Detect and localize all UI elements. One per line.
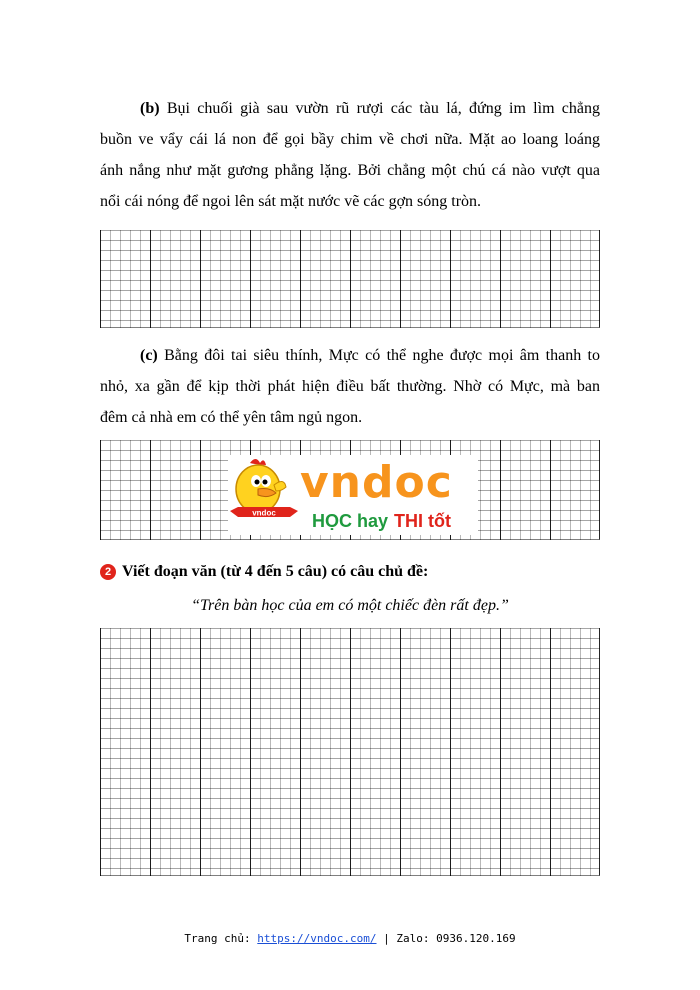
exercise-c-label: (c) — [140, 347, 158, 364]
page-footer — [0, 932, 700, 945]
exercise-b-line-2: buồn ve vẩy cái lá non để gọi bầy chim về chơi nữa. Mặt ao loang loáng — [100, 131, 600, 148]
writing-grid-b[interactable] — [100, 230, 600, 328]
logo-brand-text: vndoc — [300, 457, 453, 508]
vndoc-logo — [228, 455, 478, 535]
exercise-b-line-4: nổi cái nóng để ngoi lên sát mặt nước vẽ các gợn sóng tròn. — [100, 193, 482, 210]
exercise-c-line-1: (c) Bằng đôi tai siêu thính, Mực có thể nghe được mọi âm thanh to — [140, 347, 600, 364]
task-number-badge: 2 — [100, 564, 116, 580]
logo-tagline — [312, 511, 451, 531]
task-2-heading-text: Viết đoạn văn (từ 4 đến 5 câu) có câu chủ đề: — [122, 563, 429, 580]
logo-tagline-part-1: HỌC hay — [312, 511, 389, 531]
topic-sentence: “Trên bàn học của em có một chiếc đèn rất đẹp.” — [191, 597, 509, 614]
exercise-b-line-3: ánh nắng như mặt gương phẳng lặng. Bởi chẳng một chú cá nào vượt qua — [100, 162, 600, 179]
logo-badge-text: vndoc — [252, 508, 276, 518]
exercise-c-line-2: nhỏ, xa gần để kịp thời phát hiện điều bất thường. Nhờ có Mực, mà ban — [100, 378, 600, 395]
exercise-b-paragraph — [100, 93, 600, 217]
task-2-heading — [100, 560, 620, 584]
footer-suffix: | Zalo: 0936.120.169 — [376, 932, 516, 945]
exercise-b-label: (b) — [140, 100, 160, 117]
exercise-b-line-1: (b) Bụi chuối già sau vườn rũ rượi các tàu lá, đứng im lìm chẳng — [140, 100, 600, 117]
writing-grid-task-2[interactable] — [100, 628, 600, 876]
exercise-c-paragraph — [100, 340, 600, 433]
exercise-c-line-3: đêm cả nhà em có thể yên tâm ngủ ngon. — [100, 409, 363, 426]
logo-tagline-part-2: THI tốt — [394, 511, 452, 531]
footer-homepage-link[interactable]: https://vndoc.com/ — [257, 932, 377, 945]
footer-prefix: Trang chủ: — [184, 932, 258, 945]
